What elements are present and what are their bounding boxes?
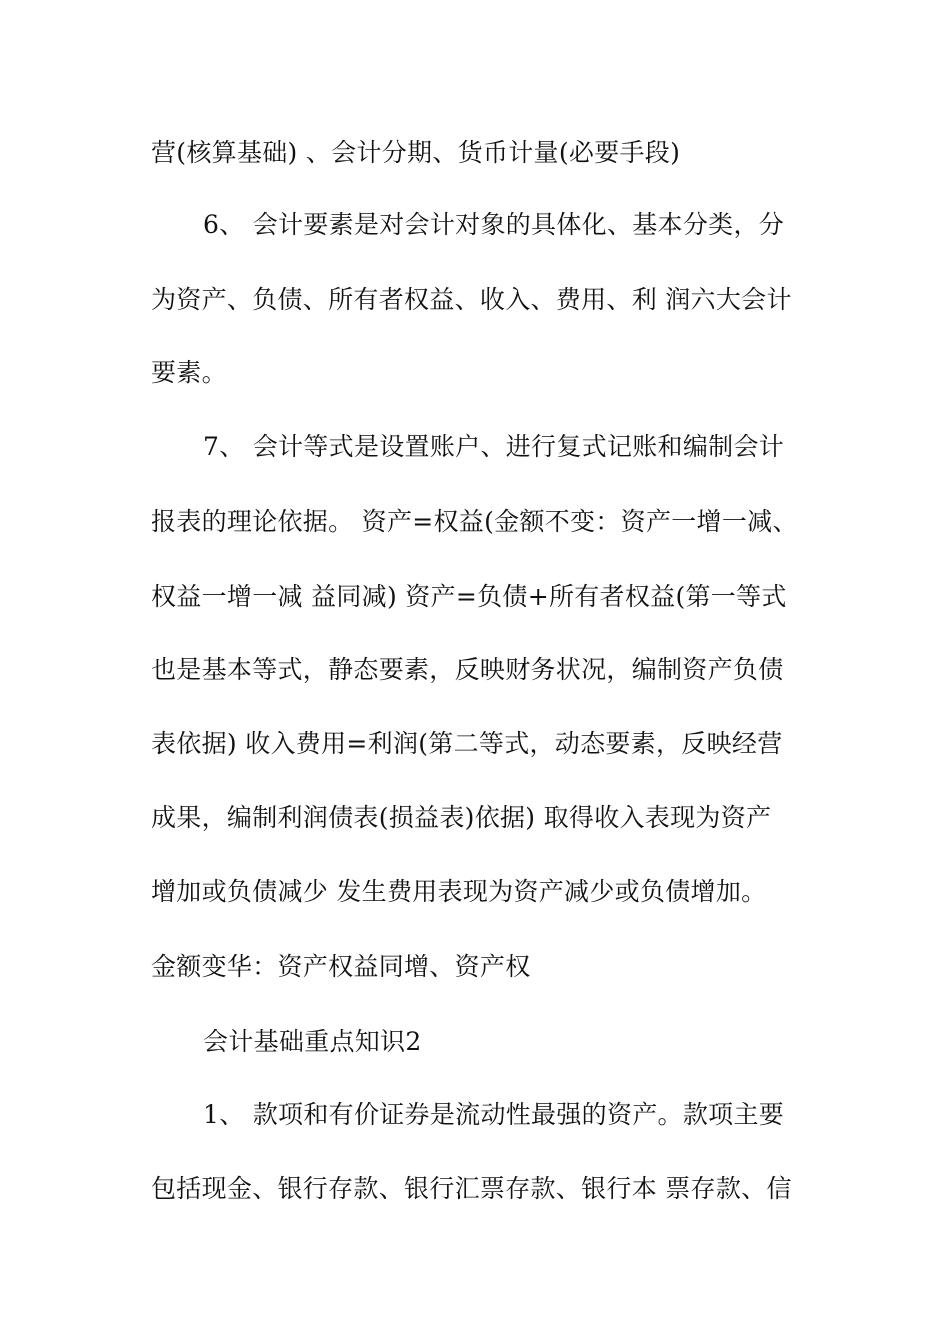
text-line-12: 金额变华：资产权益同增、资产权 [151, 952, 531, 981]
text-line-10: 成果，编制利润债表(损益表)依据) 取得收入表现为资产 [151, 803, 772, 832]
text-line-11: 增加或负债减少 发生费用表现为资产减少或负债增加。 [151, 877, 767, 906]
text-line-7: 权益一增一减 益同减) 资产=负债+所有者权益(第一等式 [151, 582, 787, 611]
text-line-8: 也是基本等式，静态要素，反映财务状况，编制资产负债 [151, 655, 784, 684]
section-heading: 会计基础重点知识2 [203, 1027, 422, 1056]
text-line-4: 要素。 [151, 358, 227, 387]
text-line-1: 营(核算基础) 、会计分期、货币计量(必要手段) [151, 138, 681, 167]
text-line-13: 1、 款项和有价证券是流动性最强的资产。款项主要 [203, 1100, 785, 1129]
text-line-3: 为资产、负债、所有者权益、收入、费用、利 润六大会计 [151, 285, 792, 314]
text-line-6: 报表的理论依据。 资产=权益(金额不变：资产一增一减、 [151, 507, 798, 536]
text-line-5: 7、 会计等式是设置账户、进行复式记账和编制会计 [203, 432, 785, 461]
text-line-14: 包括现金、银行存款、银行汇票存款、银行本 票存款、信 [151, 1174, 792, 1203]
text-line-2: 6、 会计要素是对会计对象的具体化、基本分类，分 [203, 210, 785, 239]
text-line-9: 表依据) 收入费用=利润(第二等式，动态要素，反映经营 [151, 729, 783, 758]
